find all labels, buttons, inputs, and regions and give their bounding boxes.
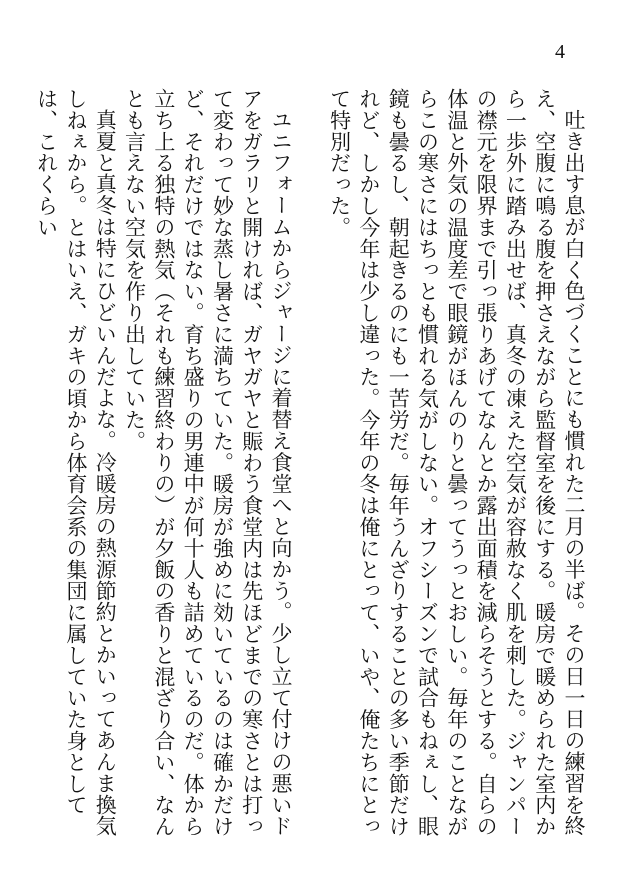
paragraph-2: ユニフォームからジャージに着替え食堂へと向かう。少し立て付けの悪いドアをガラリと開ければ、ガヤガヤと賑わう食堂内は先ほどまでの寒さとは打って変わって妙な蒸し暑さに満ちていた。暖房が強めに効いているのは確かだけど、それだけではない。育ち盛りの男連中が何十人も詰めているのだ。体から立ち上る独特の熱気（それも練習終わりの）が夕飯の香りと混ざり合い、なんとも言えない空気を作り出していた。 [122,88,294,837]
paragraph-3: 真夏と真冬は特にひどいんだよな。冷暖房の熱源節約とかいってあんま換気しねぇから。とはいえ、ガキの頃から体育会系の集団に属していた身としては、これくらい [34,88,118,837]
page-number: 4 [555,41,565,63]
body-text [34,88,588,848]
paragraph-blank-line [295,88,324,848]
paragraph-1: 吐き出す息が白く色づくことにも慣れた二月の半ば。その日一日の練習を終え、空腹に鳴る腹を押さえながら監督室を後にする。暖房で暖められた室内から一歩外に踏み出せば、真冬の凍えた空気が容赦なく肌を刺した。ジャンパーの襟元を限界まで引っ張りあげてなんとか露出面積を減らそうとする。自らの体温と外気の温度差で眼鏡がほんのりと曇ってうっとおしい。毎年のことながらこの寒さにはちっとも慣れる気がしない。オフシーズンで試合もねぇし、眼鏡も曇るし、朝起きるのにも一苦労だ。毎年うんざりすることの多い季節だけれど、しかし今年は少し違った。今年の冬は俺にとって、いや、俺たちにとって特別だった。 [327,88,586,837]
